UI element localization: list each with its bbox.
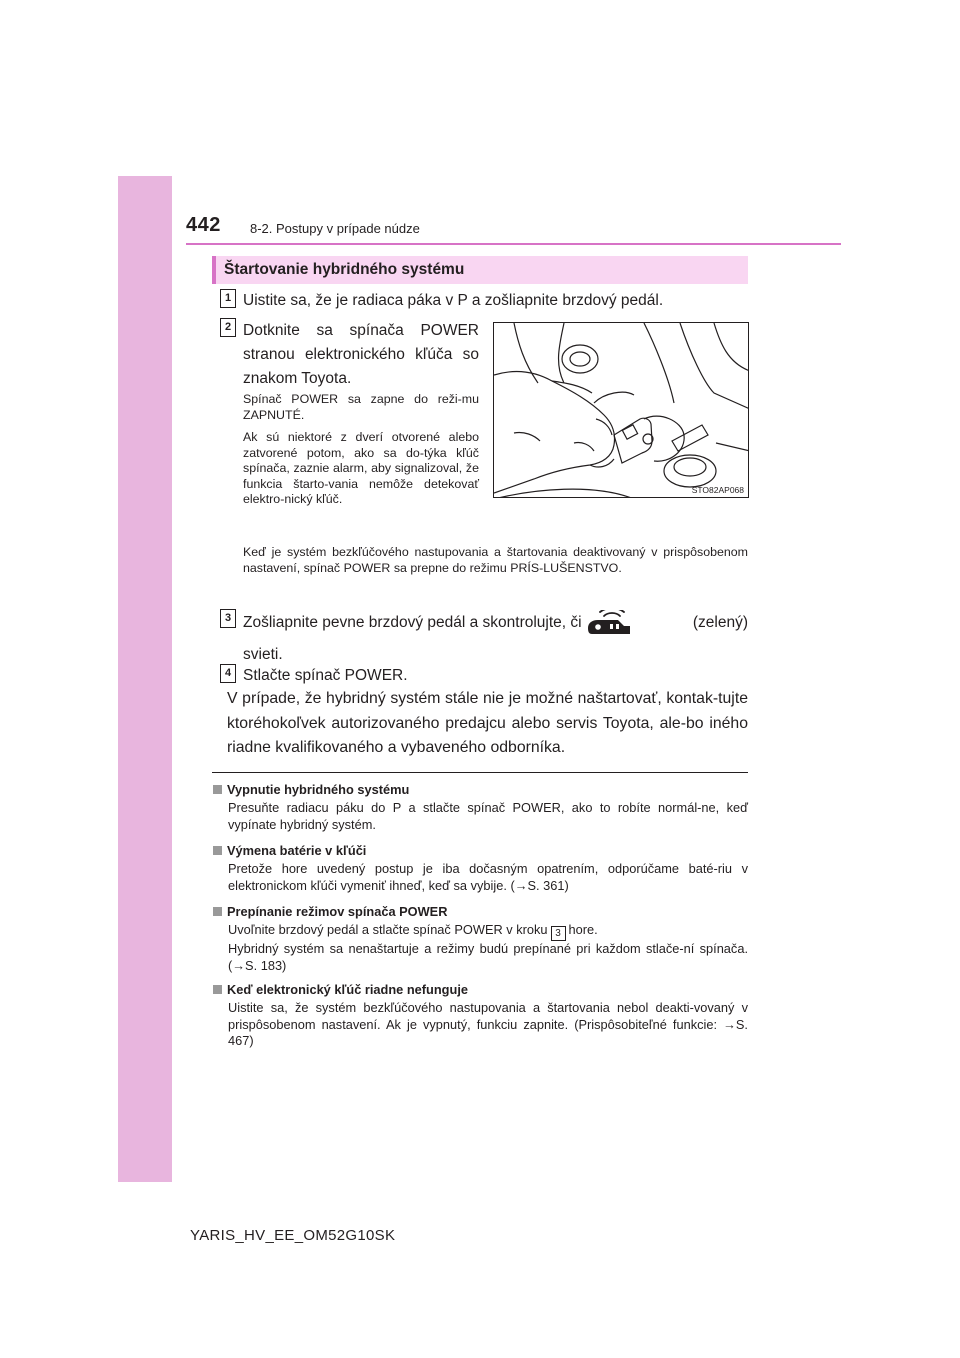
step-badge-3: 3 bbox=[220, 609, 236, 628]
subsection-title-3 bbox=[213, 904, 447, 919]
header-divider bbox=[186, 243, 841, 245]
document-code-footer: YARIS_HV_EE_OM52G10SK bbox=[190, 1227, 396, 1244]
subsection-body-1: Presuňte radiacu páku do P a stlačte spínač POWER, ako to robíte normál-ne, keď vypínate hybridný systém. bbox=[228, 800, 748, 832]
subsection-body-3-line-2: Hybridný systém sa nenaštartuje a režimy budú prepínané pri každom stlače-ní spínača. (→S. 183) bbox=[228, 941, 748, 973]
step-badge-4: 4 bbox=[220, 664, 236, 683]
key-touch-illustration bbox=[493, 322, 749, 498]
subsection-body-3 bbox=[228, 922, 748, 974]
bullet-square-icon bbox=[213, 985, 222, 994]
step-2-text: Dotknite sa spínača POWER stranou elektronického kľúča so znakom Toyota. bbox=[243, 322, 479, 387]
closing-paragraph: V prípade, že hybridný systém stále nie je možné naštartovať, kontak-tujte ktoréhokoľvek autorizovaného predajcu alebo servis Toyota, ale-bo iného riadne kvalifikovaného a vybaveného odborníka. bbox=[227, 690, 748, 756]
step-badge-2: 2 bbox=[220, 318, 236, 337]
step-2-note-1: Spínač POWER sa zapne do reži-mu ZAPNUTÉ. bbox=[243, 392, 479, 422]
step-3-line-1 bbox=[243, 607, 748, 639]
step-4-text: Stlačte spínač POWER. bbox=[243, 667, 408, 684]
illustration-code: STO82AP068 bbox=[691, 485, 744, 495]
step-2-note-2: Ak sú niektoré z dverí otvorené alebo zatvorené potom, ako sa do-týka kľúč spínača, zaznie alarm, aby signalizoval, že funkcia štarto-vania nemôže detekovať elektro-nický kľúč. bbox=[243, 430, 479, 506]
key-indicator-icon bbox=[586, 610, 634, 636]
subsection-title-text: Keď elektronický kľúč riadne nefunguje bbox=[227, 982, 468, 997]
section-title: 8-2. Postupy v prípade núdze bbox=[250, 221, 420, 236]
subsection-body-2: Pretože hore uvedený postup je iba dočasným opatrením, odporúčame baté-riu v elektronickom kľúči vymeniť ihneď, keď sa vybije. (→S. 361) bbox=[228, 861, 748, 893]
subsection-title-text: Vypnutie hybridného systému bbox=[227, 782, 410, 797]
step-1-text: Uistite sa, že je radiaca páka v P a zošliapnite brzdový pedál. bbox=[243, 292, 664, 309]
step-3-text-after: (zelený) bbox=[692, 614, 748, 631]
subsection-title-2 bbox=[213, 843, 366, 858]
chapter-sidebar-tab bbox=[118, 176, 172, 1182]
subsection-title-text: Výmena batérie v kľúči bbox=[227, 843, 367, 858]
section-divider bbox=[212, 772, 748, 773]
hand-holding-key-drawing bbox=[494, 323, 749, 498]
subsection-title-4 bbox=[213, 982, 468, 997]
page-number: 442 bbox=[186, 214, 221, 236]
subsection-body-3-after: hore. bbox=[568, 922, 598, 937]
section-heading bbox=[212, 256, 748, 284]
step-3-line-2: svieti. bbox=[243, 646, 283, 663]
bullet-square-icon bbox=[213, 907, 222, 916]
step-badge-1: 1 bbox=[220, 289, 236, 308]
subsection-title-1 bbox=[213, 782, 409, 797]
section-heading-text: Štartovanie hybridného systému bbox=[224, 261, 465, 278]
step-reference-badge: 3 bbox=[551, 926, 566, 941]
step-3-text-before: Zošliapnite pevne brzdový pedál a skontrolujte, či bbox=[243, 614, 582, 631]
subsection-body-3-before: Uvoľnite brzdový pedál a stlačte spínač POWER v kroku bbox=[228, 922, 548, 937]
subsection-body-4: Uistite sa, že systém bezkľúčového nastupovania a štartovania nebol deakti-vovaný v prispôsobenom nastavení. Ak je vypnutý, funkciu zapnite. (Prispôsobiteľné funkcie: →S. 467) bbox=[228, 1000, 748, 1048]
subsection-title-text: Prepínanie režimov spínača POWER bbox=[227, 904, 448, 919]
bullet-square-icon bbox=[213, 785, 222, 794]
bullet-square-icon bbox=[213, 846, 222, 855]
step-2-wide-note: Keď je systém bezkľúčového nastupovania a štartovania deaktivovaný v prispôsobenom nastavení, spínač POWER sa prepne do režimu PRÍS-LUŠENSTVO. bbox=[243, 545, 748, 575]
